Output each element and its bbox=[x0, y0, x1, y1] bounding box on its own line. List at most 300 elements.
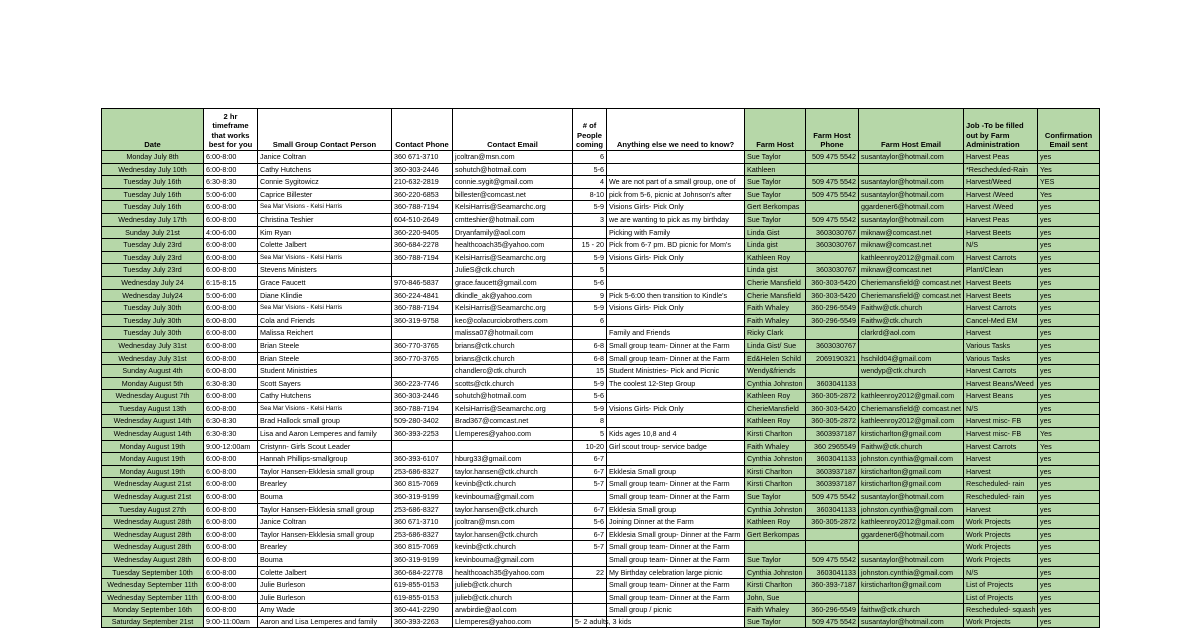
cell-notes[interactable]: Visions Girls- Pick Only bbox=[607, 402, 745, 415]
cell-timeframe[interactable]: 5:00-6:00 bbox=[204, 289, 258, 302]
cell-confirmation[interactable]: yes bbox=[1038, 579, 1100, 592]
cell-farm-host-email[interactable]: johnston.cynthia@gmail.com bbox=[859, 453, 964, 466]
cell-date[interactable]: Monday August 5th bbox=[102, 377, 204, 390]
cell-notes[interactable]: Small group team- Dinner at the Farm bbox=[607, 579, 745, 592]
cell-timeframe[interactable]: 6:00-8:00 bbox=[204, 528, 258, 541]
cell-farm-host[interactable]: CherieMansfield bbox=[745, 402, 806, 415]
cell-date[interactable]: Tuesday July 23rd bbox=[102, 239, 204, 252]
cell-farm-host[interactable]: Sue Taylor bbox=[745, 151, 806, 164]
cell-timeframe[interactable]: 6:00-8:00 bbox=[204, 604, 258, 617]
cell-farm-host[interactable]: Kathleen bbox=[745, 163, 806, 176]
header-date[interactable]: Date bbox=[102, 109, 204, 151]
cell-contact-phone[interactable]: 360-788-7194 bbox=[392, 402, 453, 415]
cell-date[interactable]: Tuesday July 16th bbox=[102, 188, 204, 201]
cell-farm-host[interactable]: Kathleen Roy bbox=[745, 251, 806, 264]
cell-timeframe[interactable]: 6:30-8:30 bbox=[204, 176, 258, 189]
cell-confirmation[interactable]: yes bbox=[1038, 390, 1100, 403]
cell-job[interactable]: Harvest Beans/Weed bbox=[964, 377, 1038, 390]
cell-contact-email[interactable]: kevinbouma@gmail.com bbox=[453, 554, 573, 567]
cell-confirmation[interactable]: yes bbox=[1038, 302, 1100, 315]
cell-timeframe[interactable]: 6:00-8:00 bbox=[204, 213, 258, 226]
cell-contact-email[interactable]: julieb@ctk.church bbox=[453, 591, 573, 604]
cell-farm-host-email[interactable]: kirsticharlton@gmail.com bbox=[859, 579, 964, 592]
cell-farm-host[interactable]: Linda Gist bbox=[745, 226, 806, 239]
cell-farm-host-email[interactable]: Faithw@ctk.church bbox=[859, 440, 964, 453]
cell-contact-email[interactable]: healthcoach35@yahoo.com bbox=[453, 239, 573, 252]
cell-farm-host-phone[interactable] bbox=[806, 251, 859, 264]
cell-job[interactable]: Harvest Carrots bbox=[964, 440, 1038, 453]
cell-job[interactable]: Harvest/Weed bbox=[964, 176, 1038, 189]
cell-job[interactable]: Rescheduled- rain bbox=[964, 491, 1038, 504]
cell-farm-host-email[interactable] bbox=[859, 591, 964, 604]
cell-confirmation[interactable]: yes bbox=[1038, 478, 1100, 491]
cell-timeframe[interactable]: 6:00-8:00 bbox=[204, 554, 258, 567]
cell-farm-host-email[interactable]: susantaylor@hotmail.com bbox=[859, 188, 964, 201]
cell-farm-host-email[interactable]: Cheriemansfield@ comcast.net bbox=[859, 402, 964, 415]
cell-farm-host-phone[interactable] bbox=[806, 528, 859, 541]
cell-date[interactable]: Wednesday July 31st bbox=[102, 339, 204, 352]
cell-confirmation[interactable]: YES bbox=[1038, 176, 1100, 189]
cell-people-count[interactable]: 6-7 bbox=[573, 503, 607, 516]
cell-date[interactable]: Wednesday July 10th bbox=[102, 163, 204, 176]
cell-confirmation[interactable]: yes bbox=[1038, 541, 1100, 554]
cell-people-count[interactable]: 5-6 bbox=[573, 276, 607, 289]
cell-farm-host-phone[interactable]: 360 2965549 bbox=[806, 440, 859, 453]
cell-farm-host[interactable]: Cherie Mansfield bbox=[745, 289, 806, 302]
cell-farm-host-phone[interactable] bbox=[806, 201, 859, 214]
cell-people-count[interactable]: 5-6 bbox=[573, 163, 607, 176]
cell-contact-email[interactable]: cmtteshier@hotmail.com bbox=[453, 213, 573, 226]
cell-notes[interactable]: pick from 5-6, picnic at Johnson's after bbox=[607, 188, 745, 201]
cell-farm-host-phone[interactable]: 509 475 5542 bbox=[806, 151, 859, 164]
cell-contact-email[interactable]: jcoltran@msn.com bbox=[453, 151, 573, 164]
cell-contact-person[interactable]: Colette Jalbert bbox=[258, 566, 392, 579]
cell-people-count[interactable]: 5-9 bbox=[573, 251, 607, 264]
cell-date[interactable]: Wednesday August 21st bbox=[102, 491, 204, 504]
cell-contact-phone[interactable]: 360-684-22778 bbox=[392, 566, 453, 579]
cell-confirmation[interactable]: yes bbox=[1038, 327, 1100, 340]
cell-notes[interactable]: Small group team- Dinner at the Farm bbox=[607, 478, 745, 491]
cell-date[interactable]: Wednesday July 31st bbox=[102, 352, 204, 365]
cell-farm-host-phone[interactable]: 360-305-2872 bbox=[806, 390, 859, 403]
cell-farm-host[interactable]: Ricky Clark bbox=[745, 327, 806, 340]
cell-farm-host-email[interactable]: susantaylor@hotmail.com bbox=[859, 554, 964, 567]
cell-people-count[interactable]: 5-9 bbox=[573, 402, 607, 415]
cell-notes[interactable] bbox=[607, 276, 745, 289]
cell-date[interactable]: Monday July 8th bbox=[102, 151, 204, 164]
cell-confirmation[interactable]: yes bbox=[1038, 616, 1100, 627]
cell-job[interactable]: Harvest bbox=[964, 327, 1038, 340]
cell-people-count[interactable]: 22 bbox=[573, 566, 607, 579]
cell-notes[interactable]: Visions Girls- Pick Only bbox=[607, 302, 745, 315]
cell-contact-phone[interactable]: 360-223-7746 bbox=[392, 377, 453, 390]
cell-date[interactable]: Wednesday August 28th bbox=[102, 516, 204, 529]
cell-farm-host-phone[interactable]: 360-296-5549 bbox=[806, 604, 859, 617]
cell-farm-host-phone[interactable]: 509 475 5542 bbox=[806, 491, 859, 504]
cell-farm-host[interactable]: Linda gist bbox=[745, 239, 806, 252]
cell-contact-person[interactable]: Cola and Friends bbox=[258, 314, 392, 327]
cell-job[interactable]: Harvest /Weed bbox=[964, 201, 1038, 214]
cell-people-count[interactable]: 9 bbox=[573, 289, 607, 302]
cell-farm-host[interactable]: Cynthia Johnston bbox=[745, 566, 806, 579]
cell-contact-phone[interactable]: 360-303-2446 bbox=[392, 163, 453, 176]
cell-farm-host-email[interactable]: miknaw@comcast.net bbox=[859, 264, 964, 277]
cell-contact-person[interactable]: Sea Mar Visions - Kelsi Harris bbox=[258, 201, 392, 214]
cell-contact-person[interactable]: Scott Sayers bbox=[258, 377, 392, 390]
cell-contact-email[interactable]: kevinb@ctk.church bbox=[453, 541, 573, 554]
cell-date[interactable]: Tuesday August 13th bbox=[102, 402, 204, 415]
cell-contact-email[interactable] bbox=[453, 440, 573, 453]
cell-farm-host-email[interactable]: susantaylor@hotmail.com bbox=[859, 616, 964, 627]
cell-contact-person[interactable]: Lisa and Aaron Lemperes and family bbox=[258, 428, 392, 441]
cell-farm-host-email[interactable]: Cheriemansfield@ comcast.net bbox=[859, 289, 964, 302]
cell-contact-person[interactable]: Julie Burleson bbox=[258, 579, 392, 592]
cell-contact-person[interactable]: Kim Ryan bbox=[258, 226, 392, 239]
cell-contact-email[interactable]: chandlerc@ctk.church bbox=[453, 365, 573, 378]
cell-farm-host-phone[interactable]: 360-393-7187 bbox=[806, 579, 859, 592]
cell-contact-phone[interactable]: 360-220-9405 bbox=[392, 226, 453, 239]
cell-farm-host-email[interactable]: wendyp@ctk.church bbox=[859, 365, 964, 378]
cell-date[interactable]: Tuesday July 30th bbox=[102, 314, 204, 327]
cell-farm-host-email[interactable]: hschild04@gmail.com bbox=[859, 352, 964, 365]
cell-contact-phone[interactable]: 970-846-5837 bbox=[392, 276, 453, 289]
cell-contact-phone[interactable]: 619-855-0153 bbox=[392, 579, 453, 592]
cell-job[interactable]: Work Projects bbox=[964, 541, 1038, 554]
cell-job[interactable]: Harvest bbox=[964, 453, 1038, 466]
cell-farm-host-phone[interactable]: 3603030767 bbox=[806, 239, 859, 252]
cell-confirmation[interactable]: Yes bbox=[1038, 440, 1100, 453]
cell-date[interactable]: Wednesday August 14th bbox=[102, 415, 204, 428]
cell-date[interactable]: Tuesday July 16th bbox=[102, 176, 204, 189]
cell-contact-email[interactable]: sohutch@hotmail.com bbox=[453, 163, 573, 176]
cell-contact-person[interactable]: Stevens Ministers bbox=[258, 264, 392, 277]
header-job[interactable]: Job -To be filled out by Farm Administration bbox=[964, 109, 1038, 151]
cell-people-count[interactable]: 15 bbox=[573, 365, 607, 378]
cell-timeframe[interactable]: 6:15-8:15 bbox=[204, 276, 258, 289]
cell-contact-email[interactable]: kevinb@ctk.church bbox=[453, 478, 573, 491]
cell-farm-host[interactable]: Gert Berkompas bbox=[745, 528, 806, 541]
header-confirmation[interactable]: Confirmation Email sent bbox=[1038, 109, 1100, 151]
cell-farm-host[interactable]: Cynthia Johnston bbox=[745, 453, 806, 466]
cell-job[interactable]: Harvest Carrots bbox=[964, 365, 1038, 378]
cell-farm-host-email[interactable]: Faithw@ctk.church bbox=[859, 314, 964, 327]
cell-contact-email[interactable]: malissa07@hotmail.com bbox=[453, 327, 573, 340]
cell-date[interactable]: Tuesday July 30th bbox=[102, 327, 204, 340]
cell-notes[interactable]: The coolest 12-Step Group bbox=[607, 377, 745, 390]
cell-contact-email[interactable]: taylor.hansen@ctk.church bbox=[453, 503, 573, 516]
cell-people-count[interactable]: 10-20 bbox=[573, 440, 607, 453]
cell-contact-phone[interactable]: 360-393-6107 bbox=[392, 453, 453, 466]
cell-farm-host[interactable]: Kathleen Roy bbox=[745, 415, 806, 428]
cell-contact-person[interactable]: Cathy Hutchens bbox=[258, 390, 392, 403]
cell-people-count[interactable] bbox=[573, 554, 607, 567]
cell-confirmation[interactable]: yes bbox=[1038, 491, 1100, 504]
cell-contact-email[interactable]: brians@ctk.church bbox=[453, 352, 573, 365]
cell-farm-host-email[interactable]: kirsticharlton@gmail.com bbox=[859, 478, 964, 491]
cell-date[interactable]: Sunday July 21st bbox=[102, 226, 204, 239]
cell-job[interactable]: N/S bbox=[964, 239, 1038, 252]
cell-people-count[interactable]: 6-7 bbox=[573, 465, 607, 478]
cell-job[interactable]: Harvest bbox=[964, 503, 1038, 516]
cell-contact-phone[interactable] bbox=[392, 327, 453, 340]
cell-contact-email[interactable]: KelsiHarris@Seamarchc.org bbox=[453, 201, 573, 214]
cell-notes[interactable]: Pick from 6-7 pm. BD picnic for Mom's bbox=[607, 239, 745, 252]
cell-confirmation[interactable]: yes bbox=[1038, 503, 1100, 516]
cell-contact-person[interactable]: Bouma bbox=[258, 554, 392, 567]
cell-confirmation[interactable]: Yes bbox=[1038, 163, 1100, 176]
cell-people-count[interactable] bbox=[573, 579, 607, 592]
cell-timeframe[interactable]: 6:00-8:00 bbox=[204, 491, 258, 504]
cell-date[interactable]: Wednesday July 24 bbox=[102, 276, 204, 289]
cell-timeframe[interactable]: 6:00-8:00 bbox=[204, 264, 258, 277]
cell-people-count[interactable]: 6 bbox=[573, 151, 607, 164]
cell-job[interactable]: Work Projects bbox=[964, 616, 1038, 627]
cell-contact-email[interactable]: Llemperes@yahoo.com bbox=[453, 428, 573, 441]
cell-farm-host-email[interactable]: clarkrd@aol.com bbox=[859, 327, 964, 340]
cell-notes[interactable]: My Birthday celebration large picnic bbox=[607, 566, 745, 579]
cell-farm-host-phone[interactable]: 509 475 5542 bbox=[806, 616, 859, 627]
cell-contact-phone[interactable]: 253-686-8327 bbox=[392, 503, 453, 516]
cell-job[interactable]: Harvest Beets bbox=[964, 289, 1038, 302]
cell-farm-host-phone[interactable]: 360-305-2872 bbox=[806, 415, 859, 428]
cell-contact-phone[interactable]: 210-632-2819 bbox=[392, 176, 453, 189]
cell-job[interactable]: Work Projects bbox=[964, 554, 1038, 567]
cell-contact-email[interactable]: kevinbouma@gmail.com bbox=[453, 491, 573, 504]
cell-notes[interactable]: Small group team- Dinner at the Farm bbox=[607, 554, 745, 567]
cell-contact-phone[interactable]: 360-303-2446 bbox=[392, 390, 453, 403]
cell-farm-host-phone[interactable] bbox=[806, 541, 859, 554]
cell-farm-host-phone[interactable] bbox=[806, 327, 859, 340]
cell-date[interactable]: Wednesday August 21st bbox=[102, 478, 204, 491]
cell-notes[interactable]: We are not part of a small group, one of bbox=[607, 176, 745, 189]
cell-people-count[interactable]: 6-8 bbox=[573, 339, 607, 352]
cell-contact-phone[interactable]: 360-788-7194 bbox=[392, 302, 453, 315]
cell-farm-host[interactable]: Kirsti Charlton bbox=[745, 478, 806, 491]
cell-job[interactable]: Various Tasks bbox=[964, 339, 1038, 352]
cell-contact-email[interactable]: healthcoach35@yahoo.com bbox=[453, 566, 573, 579]
cell-confirmation[interactable]: yes bbox=[1038, 239, 1100, 252]
cell-job[interactable]: Harvest /Weed bbox=[964, 188, 1038, 201]
cell-job[interactable]: Harvest Carrots bbox=[964, 302, 1038, 315]
cell-farm-host-email[interactable]: susantaylor@hotmail.com bbox=[859, 151, 964, 164]
cell-notes[interactable]: Ekklesia Small group bbox=[607, 503, 745, 516]
cell-contact-email[interactable]: billester@comcast.net bbox=[453, 188, 573, 201]
cell-notes[interactable] bbox=[607, 264, 745, 277]
cell-notes[interactable] bbox=[607, 453, 745, 466]
cell-date[interactable]: Wednesday July 17th bbox=[102, 213, 204, 226]
cell-date[interactable]: Wednesday August 7th bbox=[102, 390, 204, 403]
cell-contact-email[interactable]: sohutch@hotmail.com bbox=[453, 390, 573, 403]
cell-timeframe[interactable]: 5:00-6:00 bbox=[204, 188, 258, 201]
cell-confirmation[interactable]: yes bbox=[1038, 566, 1100, 579]
cell-farm-host[interactable]: Cynthia Johnston bbox=[745, 377, 806, 390]
cell-farm-host[interactable]: Linda Gist/ Sue bbox=[745, 339, 806, 352]
cell-farm-host-phone[interactable]: 360-303-5420 bbox=[806, 402, 859, 415]
cell-farm-host-email[interactable]: kathleenroy2012@gmail.com bbox=[859, 390, 964, 403]
cell-confirmation[interactable]: Yes bbox=[1038, 188, 1100, 201]
cell-timeframe[interactable]: 6:00-8:00 bbox=[204, 402, 258, 415]
cell-contact-person[interactable]: Taylor Hansen-Ekklesia small group bbox=[258, 465, 392, 478]
cell-date[interactable]: Wednesday September 11th bbox=[102, 579, 204, 592]
cell-people-count[interactable]: 5-7 bbox=[573, 478, 607, 491]
header-farm-host-phone[interactable]: Farm Host Phone bbox=[806, 109, 859, 151]
cell-notes[interactable] bbox=[607, 151, 745, 164]
cell-date[interactable]: Wednesday August 28th bbox=[102, 528, 204, 541]
header-contact-phone[interactable]: Contact Phone bbox=[392, 109, 453, 151]
cell-farm-host-phone[interactable] bbox=[806, 591, 859, 604]
cell-notes[interactable]: Visions Girls- Pick Only bbox=[607, 201, 745, 214]
cell-notes[interactable]: Joining Dinner at the Farm bbox=[607, 516, 745, 529]
cell-timeframe[interactable]: 6:30-8:30 bbox=[204, 377, 258, 390]
cell-job[interactable]: N/S bbox=[964, 402, 1038, 415]
cell-people-count[interactable]: 15 - 20 bbox=[573, 239, 607, 252]
cell-date[interactable]: Tuesday August 27th bbox=[102, 503, 204, 516]
cell-notes[interactable]: Picking with Family bbox=[607, 226, 745, 239]
cell-confirmation[interactable]: yes bbox=[1038, 453, 1100, 466]
cell-job[interactable]: N/S bbox=[964, 566, 1038, 579]
cell-farm-host-phone[interactable]: 3603041133 bbox=[806, 566, 859, 579]
cell-people-count[interactable] bbox=[573, 327, 607, 340]
cell-contact-email[interactable]: brians@ctk.church bbox=[453, 339, 573, 352]
cell-date[interactable]: Tuesday July 23rd bbox=[102, 251, 204, 264]
cell-job[interactable]: Work Projects bbox=[964, 516, 1038, 529]
cell-farm-host-email[interactable]: kathleenroy2012@gmail.com bbox=[859, 415, 964, 428]
cell-job[interactable]: Harvest Beans bbox=[964, 390, 1038, 403]
cell-people-count[interactable] bbox=[573, 226, 607, 239]
cell-contact-phone[interactable]: 360-319-9199 bbox=[392, 554, 453, 567]
cell-farm-host[interactable]: Sue Taylor bbox=[745, 616, 806, 627]
cell-farm-host-phone[interactable]: 360-296-5549 bbox=[806, 302, 859, 315]
cell-farm-host[interactable]: Faith Whaley bbox=[745, 604, 806, 617]
cell-contact-person[interactable]: Cristynn- Girls Scout Leader bbox=[258, 440, 392, 453]
cell-contact-phone[interactable]: 360-393-2263 bbox=[392, 616, 453, 627]
cell-timeframe[interactable]: 6:00-8:00 bbox=[204, 541, 258, 554]
cell-people-count[interactable]: 8 bbox=[573, 415, 607, 428]
cell-date[interactable]: Monday August 19th bbox=[102, 453, 204, 466]
cell-confirmation[interactable]: yes bbox=[1038, 604, 1100, 617]
cell-notes[interactable]: Ekklesia Small group bbox=[607, 465, 745, 478]
cell-date[interactable]: Wednesday August 28th bbox=[102, 541, 204, 554]
header-contact-email[interactable]: Contact Email bbox=[453, 109, 573, 151]
cell-contact-phone[interactable]: 509-280-3402 bbox=[392, 415, 453, 428]
cell-people-count[interactable]: 6-7 bbox=[573, 453, 607, 466]
cell-contact-person[interactable]: Sea Mar Visions - Kelsi Harris bbox=[258, 251, 392, 264]
cell-contact-phone[interactable]: 360-684-2278 bbox=[392, 239, 453, 252]
cell-contact-phone[interactable]: 360-788-7194 bbox=[392, 201, 453, 214]
cell-contact-person[interactable]: Bouma bbox=[258, 491, 392, 504]
cell-contact-email[interactable]: jcoltran@msn.com bbox=[453, 516, 573, 529]
cell-contact-person[interactable]: Janice Coltran bbox=[258, 151, 392, 164]
cell-timeframe[interactable]: 4:00-6:00 bbox=[204, 226, 258, 239]
header-contact-person[interactable]: Small Group Contact Person bbox=[258, 109, 392, 151]
cell-contact-email[interactable]: Brad367@comcast.net bbox=[453, 415, 573, 428]
cell-farm-host-email[interactable]: ggardener6@hotmail.com bbox=[859, 201, 964, 214]
cell-notes[interactable]: Small group team- Dinner at the Farm bbox=[607, 352, 745, 365]
cell-timeframe[interactable]: 6:00-8:00 bbox=[204, 566, 258, 579]
cell-notes[interactable]: Small group team- Dinner at the Farm bbox=[607, 339, 745, 352]
cell-job[interactable]: Harvest Peas bbox=[964, 213, 1038, 226]
cell-timeframe[interactable]: 6:00-8:00 bbox=[204, 352, 258, 365]
cell-contact-phone[interactable]: 253-686-8327 bbox=[392, 465, 453, 478]
cell-farm-host-phone[interactable]: 360-303-5420 bbox=[806, 276, 859, 289]
cell-confirmation[interactable]: yes bbox=[1038, 465, 1100, 478]
cell-people-count[interactable] bbox=[573, 604, 607, 617]
cell-timeframe[interactable]: 6:00-8:00 bbox=[204, 503, 258, 516]
cell-contact-email[interactable]: JulieS@ctk.church bbox=[453, 264, 573, 277]
cell-date[interactable]: Monday August 19th bbox=[102, 440, 204, 453]
cell-confirmation[interactable]: yes bbox=[1038, 251, 1100, 264]
cell-farm-host-email[interactable]: kirsticharlton@gmail.com bbox=[859, 428, 964, 441]
cell-farm-host-email[interactable]: susantaylor@hotmail.com bbox=[859, 491, 964, 504]
cell-contact-email[interactable]: connie.sygit@gmail.com bbox=[453, 176, 573, 189]
cell-job[interactable]: Harvest Carrots bbox=[964, 251, 1038, 264]
cell-people-count[interactable]: 6-7 bbox=[573, 528, 607, 541]
cell-job[interactable]: Harvest misc- FB bbox=[964, 415, 1038, 428]
cell-contact-person[interactable]: Sea Mar Visions - Kelsi Harris bbox=[258, 402, 392, 415]
cell-contact-phone[interactable]: 360-788-7194 bbox=[392, 251, 453, 264]
cell-contact-phone[interactable]: 360-220-6853 bbox=[392, 188, 453, 201]
cell-contact-person[interactable]: Taylor Hansen-Ekklesia small group bbox=[258, 528, 392, 541]
cell-contact-phone[interactable]: 360 815-7069 bbox=[392, 541, 453, 554]
cell-contact-email[interactable]: Llemperes@yahoo.com bbox=[453, 616, 573, 627]
cell-contact-person[interactable]: Amy Wade bbox=[258, 604, 392, 617]
cell-farm-host-phone[interactable]: 509 475 5542 bbox=[806, 176, 859, 189]
cell-job[interactable]: Harvest misc- FB bbox=[964, 428, 1038, 441]
cell-confirmation[interactable]: yes bbox=[1038, 352, 1100, 365]
cell-date[interactable]: Tuesday July 30th bbox=[102, 302, 204, 315]
cell-contact-phone[interactable] bbox=[392, 440, 453, 453]
cell-contact-person[interactable]: Brad Hallock small group bbox=[258, 415, 392, 428]
cell-contact-person[interactable]: Janice Coltran bbox=[258, 516, 392, 529]
cell-contact-person[interactable]: Aaron and Lisa Lemperes and family bbox=[258, 616, 392, 627]
cell-confirmation[interactable]: yes bbox=[1038, 264, 1100, 277]
cell-confirmation[interactable]: Yes bbox=[1038, 428, 1100, 441]
cell-people-count[interactable]: 5- 2 adults, 3 kids bbox=[573, 616, 607, 627]
cell-farm-host-email[interactable]: johnston.cynthia@gmail.com bbox=[859, 566, 964, 579]
cell-farm-host-phone[interactable]: 2069190321 bbox=[806, 352, 859, 365]
cell-farm-host-email[interactable]: ggardener6@hotmail.com bbox=[859, 528, 964, 541]
cell-contact-person[interactable]: Connie Sygitowicz bbox=[258, 176, 392, 189]
cell-notes[interactable]: Visions Girls- Pick Only bbox=[607, 251, 745, 264]
cell-date[interactable]: Tuesday July 23rd bbox=[102, 264, 204, 277]
cell-timeframe[interactable]: 6:00-8:00 bbox=[204, 579, 258, 592]
cell-contact-person[interactable]: Brian Steele bbox=[258, 352, 392, 365]
cell-contact-phone[interactable]: 619-855-0153 bbox=[392, 591, 453, 604]
cell-farm-host-email[interactable] bbox=[859, 339, 964, 352]
cell-farm-host-phone[interactable]: 509 475 5542 bbox=[806, 188, 859, 201]
cell-farm-host-email[interactable] bbox=[859, 377, 964, 390]
cell-people-count[interactable]: 5 bbox=[573, 264, 607, 277]
cell-farm-host[interactable]: Kirsti Charlton bbox=[745, 428, 806, 441]
cell-farm-host-email[interactable]: susantaylor@hotmail.com bbox=[859, 176, 964, 189]
cell-farm-host-email[interactable]: faithw@ctk.church bbox=[859, 604, 964, 617]
cell-date[interactable]: Wednesday July24 bbox=[102, 289, 204, 302]
cell-contact-person[interactable]: Christina Teshier bbox=[258, 213, 392, 226]
cell-confirmation[interactable]: yes bbox=[1038, 314, 1100, 327]
cell-farm-host-phone[interactable]: 3603937187 bbox=[806, 478, 859, 491]
cell-timeframe[interactable]: 6:00-8:00 bbox=[204, 314, 258, 327]
cell-notes[interactable]: Small group team- Dinner at the Farm bbox=[607, 591, 745, 604]
cell-job[interactable]: Cancel-Med EM bbox=[964, 314, 1038, 327]
cell-date[interactable]: Wednesday August 14th bbox=[102, 428, 204, 441]
cell-contact-person[interactable]: Caprice Billester bbox=[258, 188, 392, 201]
cell-job[interactable]: Various Tasks bbox=[964, 352, 1038, 365]
cell-farm-host-phone[interactable]: 3603937187 bbox=[806, 465, 859, 478]
cell-contact-person[interactable]: Sea Mar Visions - Kelsi Harris bbox=[258, 302, 392, 315]
cell-farm-host[interactable]: John, Sue bbox=[745, 591, 806, 604]
cell-contact-email[interactable]: scotts@ctk.church bbox=[453, 377, 573, 390]
cell-farm-host[interactable]: Sue Taylor bbox=[745, 554, 806, 567]
